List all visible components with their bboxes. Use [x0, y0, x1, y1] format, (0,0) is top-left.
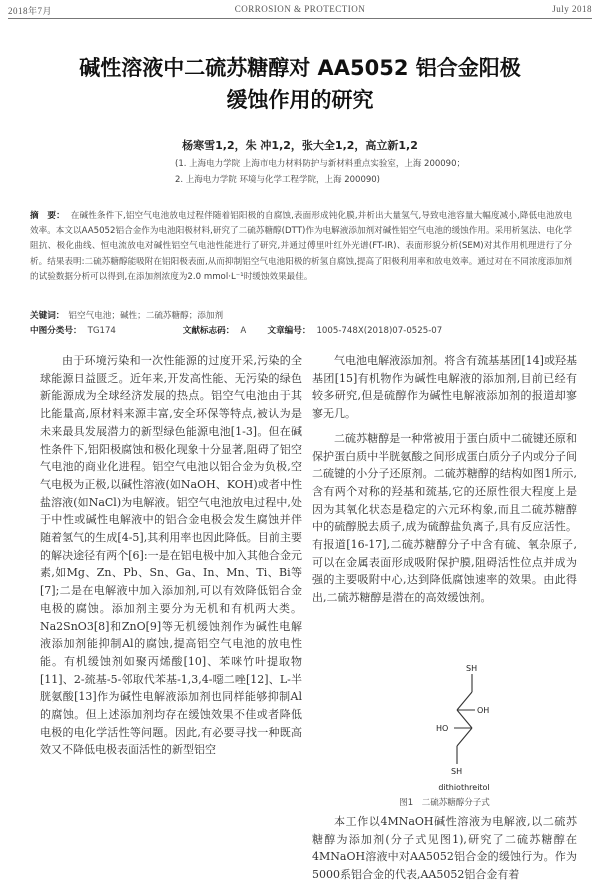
label-sh-top: SH: [466, 664, 478, 673]
abstract-label: 摘 要：: [30, 211, 65, 221]
title-line-1: 碱性溶液中二硫苏糖醇对 AA5052 铝合金阳极: [79, 56, 521, 80]
right-paragraph-2: 二硫苏糖醇是一种常被用于蛋白质中二硫键还原和保护蛋白质中半胱氨酸之间形成蛋白质分子内或分子间二硫键的小分子还原剂。二硫苏糖醇的结构如图1所示,含有两个对称的羟基和巯基,它的还原性很大程度上是因为其氧化状态是稳定的六元环构象,而且二硫苏糖醇中的硫醇脱去质子,成为硫醇盐负离子,具有反应活性。有报道[16-17],二硫苏糖醇分子中含有硫、氧杂原子,可以在金属表面形成吸附保护膜,阻碍活性位点并成为强的主要吸附中心,达到降低腐蚀速率的效果。由此得出,二硫苏糖醇是潜在的高效缓蚀剂。: [312, 431, 577, 605]
header-journal-name: CORROSION & PROTECTION: [234, 4, 366, 14]
article-id-label: 文章编号：: [267, 326, 311, 336]
keywords-label: 关键词：: [30, 311, 65, 321]
doc-code-value: A: [240, 326, 247, 336]
body-right-continuation: [312, 813, 577, 884]
figure-1: [312, 660, 577, 800]
label-ho: HO: [436, 724, 449, 733]
clc-value: TG174: [87, 326, 116, 336]
article-meta: [30, 324, 580, 336]
bond-c2-c3: [457, 710, 472, 728]
intro-paragraph: 由于环境污染和一次性能源的过度开采,污染的全球能源日益匮乏。近年来,开发高性能、无污染的绿色新能源成为全球经济发展的热点。铝空气电池由于其比能量高,原材料来源丰富,安全环保等特点,被认为是未来最具发展潜力的新型绿色能源电池[1-3]。但在碱性条件下,铝阳极腐蚀和极化现象十分显著,阻碍了铝空气电池的商业化进程。铝空气电池以铝合金为负极,空气电极为正极,以碱性溶液(如NaOH、KOH)或者中性盐溶液(如NaCl)为电解液。铝空气电池放电过程中,处于中性或碱性电解液中的铝合金电极会发生腐蚀并伴随着氢气的生成[4-5],其利用率也因此降低。目前主要的解决途径有两个[6]:一是在铝电极中加入其他合金元素,如Mg、Zn、Pb、Sn、Ga、In、Mn、Ti、Bi等[7];二是在电解液中加入添加剂,可以有效降低铝合金电极的腐蚀。添加剂主要分为无机和有机两大类。Na2SnO3[8]和ZnO[9]等无机缓蚀剂作为碱性电解液添加剂能抑制Al的腐蚀,提高铝空气电池的放电性能。有机缓蚀剂如聚丙烯酸[10]、苯咪竹叶提取物[11]、2-巯基-5-邻取代苯基-1,3,4-噁二唑[12]、L-半胱氨酸[13]作为碱性电解液添加剂也同样能够抑制Al的腐蚀。但上述添加剂均存在缓蚀效果不佳或者降低电极的电化学活性等问题。因此,有必要寻找一种既高效又不降低电极表面活性的新型铝空: [40, 354, 302, 757]
keywords: [30, 309, 572, 321]
abstract-text: 在碱性条件下,铝空气电池放电过程伴随着铝阳极的自腐蚀,表面形成钝化膜,并析出大量氢气,导致电池容量大幅度减小,降低电池放电效率。本文以AA5052铝合金作为电池阳极材料,研究了二硫苏糖醇(DTT)作为电解液添加剂对碱性铝空气电池的缓蚀作用。采用析氢法、电化学阻抗、极化曲线、恒电流放电对碱性铝空气电池性能进行了研究,并通过傅里叶红外光谱(FT-IR)、表面形貌分析(SEM)对其作用机理进行了分析。结果表明:二硫苏糖醇能吸附在铝阳极表面,从而抑制铝空气电池阳极的析氢自腐蚀,提高了阳极利用率和放电效率。通过对在不同浓度添加剂的试验数据分析可以得到,在添加剂浓度为2.0 mmol·L⁻¹时缓蚀效果最佳。: [30, 211, 572, 282]
header-issue-date-en: July 2018: [552, 4, 592, 14]
label-sh-bottom: SH: [451, 767, 463, 776]
article-id-value: 1005-748X(2018)07-0525-07: [316, 326, 443, 336]
right-paragraph-1: 气电池电解液添加剂。将含有巯基基团[14]或羟基基团[15]有机物作为碱性电解液的添加剂,目前已经有较多研究,但是硫醇作为碱性电解液添加剂的报道却寥寥无几。: [312, 354, 577, 421]
affiliation-2: 2. 上海电力学院 环境与化学工程学院，上海 200090): [175, 175, 380, 185]
doc-code-label: 文献标志码：: [182, 326, 235, 336]
header-issue-date: 2018年7月: [8, 6, 53, 16]
body-right-column: [312, 352, 577, 607]
title-line-2: 缓蚀作用的研究: [226, 88, 374, 112]
header-divider: [8, 18, 592, 19]
compound-name: dithiothreitol: [438, 783, 490, 792]
dtt-structure-diagram: [312, 660, 577, 800]
running-header: [8, 4, 592, 18]
label-oh: OH: [477, 706, 490, 715]
affiliation-1: (1. 上海电力学院 上海市电力材料防护与新材料重点实验室，上海 200090；: [175, 159, 465, 169]
bond-c1-c2: [457, 692, 472, 710]
clc-label: 中图分类号：: [30, 326, 82, 336]
paper-title: [20, 52, 580, 116]
method-paragraph: 本工作以4MNaOH碱性溶液为电解液,以二硫苏糖醇为添加剂(分子式见图1),研究了二硫苏糖醇在4MNaOH溶液中对AA5052铝合金的缓蚀行为。作为5000系铝合金的代表,AA5052铝合金有着: [312, 815, 577, 882]
figure-caption: 图1 二硫苏糖醇分子式: [399, 798, 490, 808]
author-list: 杨寒雪1,2，朱 冲1,2，张大全1,2，高立新1,2: [182, 139, 418, 152]
bond-c3-c4: [457, 728, 472, 746]
keywords-text: 铝空气电池；碱性；二硫苏糖醇；添加剂: [68, 311, 224, 321]
abstract: [30, 209, 572, 285]
body-left-column: [40, 352, 302, 759]
